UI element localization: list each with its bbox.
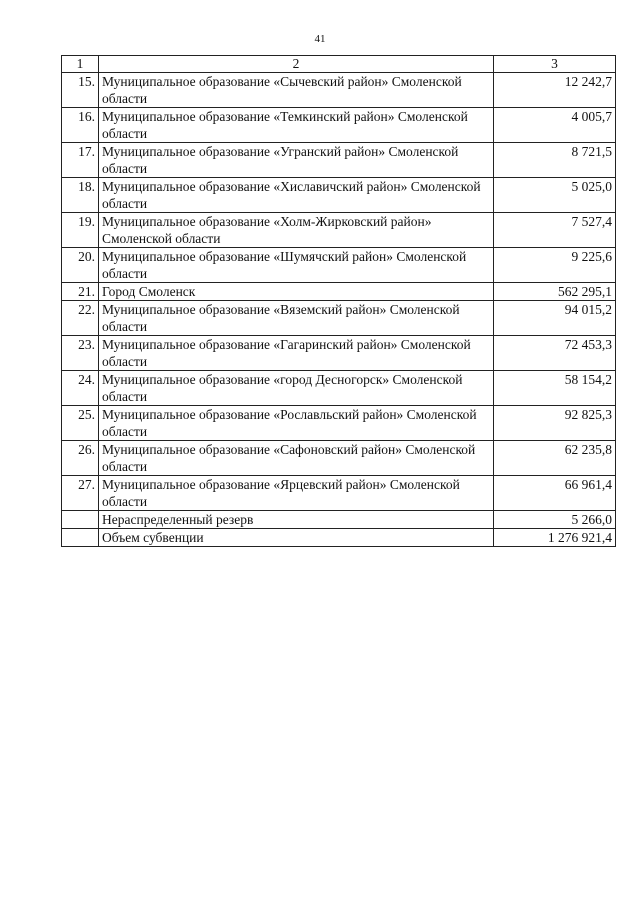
table-row bbox=[62, 301, 616, 336]
table-row bbox=[62, 143, 616, 178]
row-name: Муниципальное образование «Гагаринский район» Смоленской области bbox=[99, 336, 494, 371]
table-row bbox=[62, 336, 616, 371]
row-number: 23. bbox=[62, 336, 99, 371]
row-value: 58 154,2 bbox=[494, 371, 616, 406]
table-body bbox=[62, 73, 616, 547]
row-name: Муниципальное образование «Хиславичский район» Смоленской области bbox=[99, 178, 494, 213]
table-row bbox=[62, 371, 616, 406]
row-number: 20. bbox=[62, 248, 99, 283]
row-number: 15. bbox=[62, 73, 99, 108]
row-name: Муниципальное образование «Рославльский район» Смоленской области bbox=[99, 406, 494, 441]
table-row bbox=[62, 441, 616, 476]
row-name: Муниципальное образование «Шумячский район» Смоленской области bbox=[99, 248, 494, 283]
table-row bbox=[62, 476, 616, 511]
table-row bbox=[62, 283, 616, 301]
row-number: 22. bbox=[62, 301, 99, 336]
row-name: Муниципальное образование «Сафоновский район» Смоленской области bbox=[99, 441, 494, 476]
row-value: 4 005,7 bbox=[494, 108, 616, 143]
row-number: 19. bbox=[62, 213, 99, 248]
row-name: Муниципальное образование «Темкинский район» Смоленской области bbox=[99, 108, 494, 143]
row-value: 9 225,6 bbox=[494, 248, 616, 283]
row-number: 26. bbox=[62, 441, 99, 476]
row-name: Муниципальное образование «Холм-Жирковский район» Смоленской области bbox=[99, 213, 494, 248]
row-number: 25. bbox=[62, 406, 99, 441]
row-value: 12 242,7 bbox=[494, 73, 616, 108]
row-value: 72 453,3 bbox=[494, 336, 616, 371]
row-value: 94 015,2 bbox=[494, 301, 616, 336]
row-name: Муниципальное образование «Угранский район» Смоленской области bbox=[99, 143, 494, 178]
row-value: 562 295,1 bbox=[494, 283, 616, 301]
row-number: 18. bbox=[62, 178, 99, 213]
column-header-number: 1 bbox=[62, 56, 99, 73]
row-value: 5 266,0 bbox=[494, 511, 616, 529]
row-number bbox=[62, 511, 99, 529]
table-row bbox=[62, 248, 616, 283]
table-row bbox=[62, 108, 616, 143]
column-header-name: 2 bbox=[99, 56, 494, 73]
table-row bbox=[62, 406, 616, 441]
page-number: 41 bbox=[314, 33, 326, 45]
row-number: 16. bbox=[62, 108, 99, 143]
row-value: 62 235,8 bbox=[494, 441, 616, 476]
row-name: Муниципальное образование «город Десногорск» Смоленской области bbox=[99, 371, 494, 406]
row-number: 17. bbox=[62, 143, 99, 178]
table-row bbox=[62, 73, 616, 108]
row-name: Город Смоленск bbox=[99, 283, 494, 301]
row-value: 1 276 921,4 bbox=[494, 529, 616, 547]
row-value: 7 527,4 bbox=[494, 213, 616, 248]
subvention-table bbox=[61, 55, 616, 547]
row-value: 92 825,3 bbox=[494, 406, 616, 441]
row-number bbox=[62, 529, 99, 547]
row-number: 21. bbox=[62, 283, 99, 301]
table-row bbox=[62, 213, 616, 248]
row-value: 8 721,5 bbox=[494, 143, 616, 178]
row-name: Муниципальное образование «Сычевский район» Смоленской области bbox=[99, 73, 494, 108]
row-value: 66 961,4 bbox=[494, 476, 616, 511]
column-header-value: 3 bbox=[494, 56, 616, 73]
table-row bbox=[62, 511, 616, 529]
table-total-row bbox=[62, 529, 616, 547]
row-number: 27. bbox=[62, 476, 99, 511]
row-number: 24. bbox=[62, 371, 99, 406]
row-name: Муниципальное образование «Вяземский район» Смоленской области bbox=[99, 301, 494, 336]
row-name: Муниципальное образование «Ярцевский район» Смоленской области bbox=[99, 476, 494, 511]
table-header-row bbox=[62, 56, 616, 73]
row-value: 5 025,0 bbox=[494, 178, 616, 213]
table-row bbox=[62, 178, 616, 213]
row-name: Объем субвенции bbox=[99, 529, 494, 547]
row-name: Нераспределенный резерв bbox=[99, 511, 494, 529]
